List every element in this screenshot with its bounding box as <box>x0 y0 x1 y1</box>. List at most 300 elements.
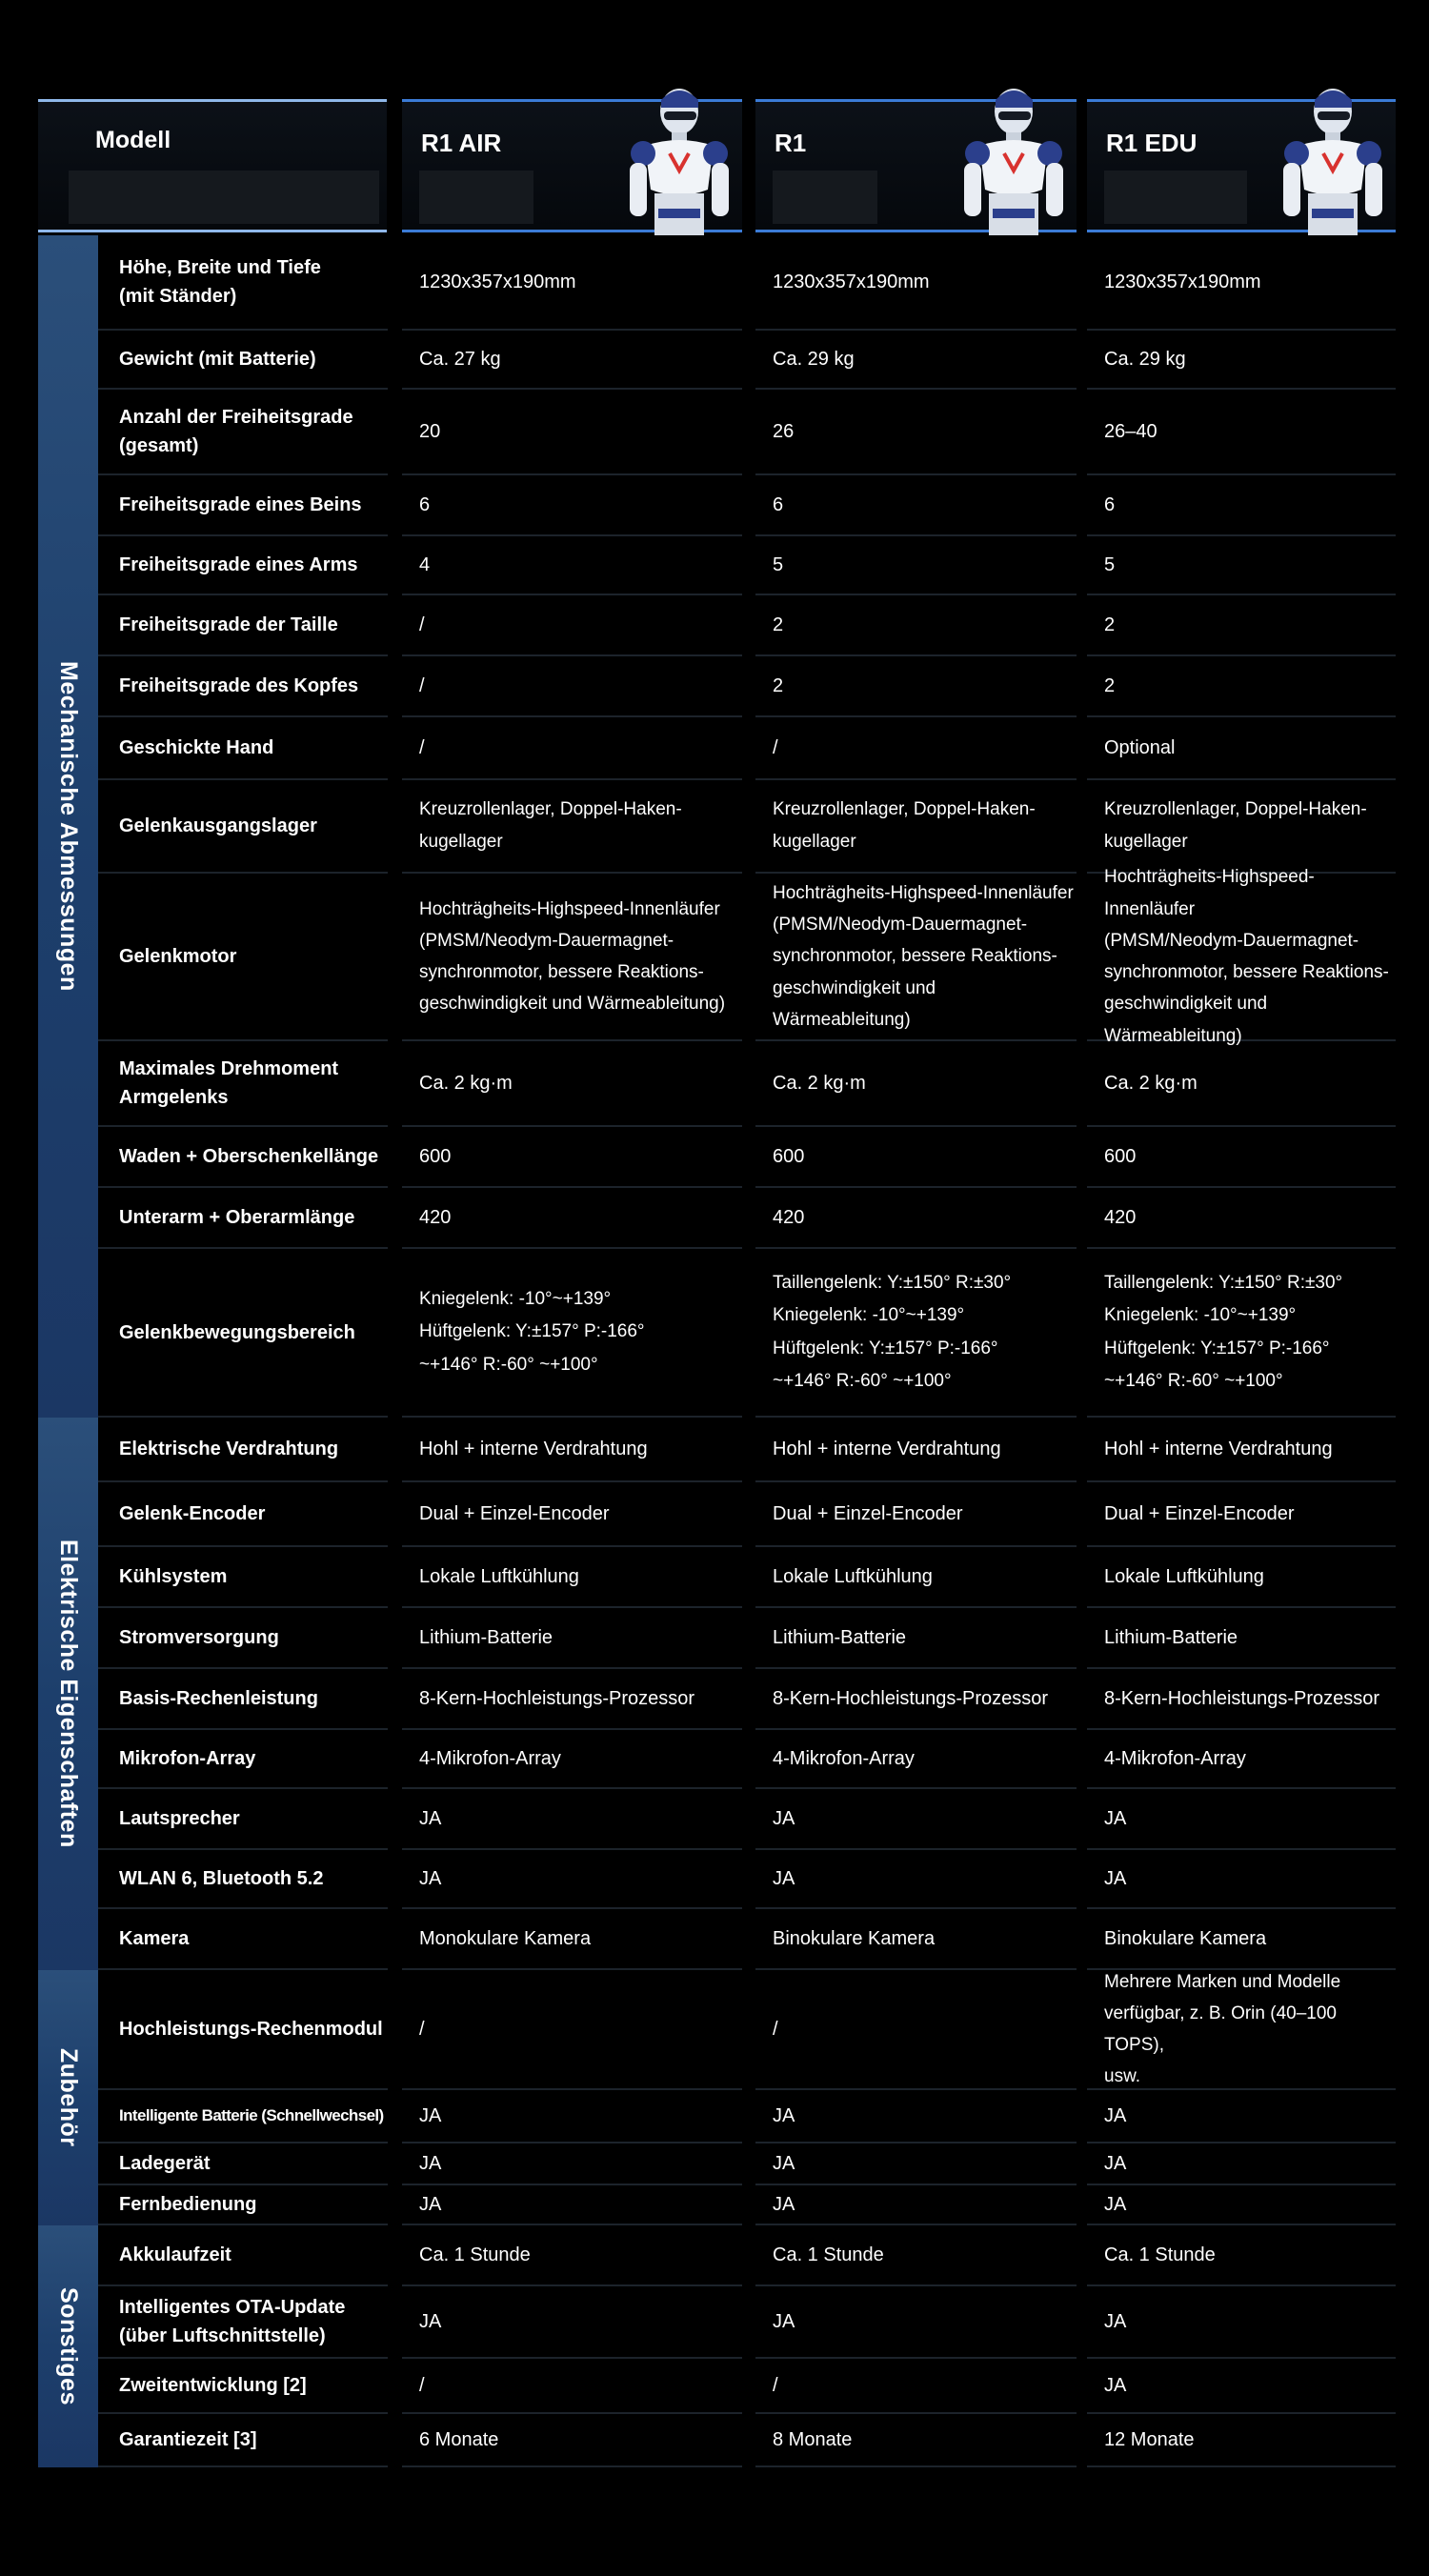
header-column-r1-air <box>402 99 742 232</box>
value-cell-r1 <box>755 1789 1077 1850</box>
value-cell-r1 <box>755 595 1077 656</box>
value-cell-r1-air <box>402 1730 742 1789</box>
row-label-cell <box>98 717 388 780</box>
spec-row-power <box>98 1608 1396 1669</box>
cell-value: Dual + Einzel-Encoder <box>773 1502 963 1524</box>
row-label-cell <box>98 331 388 390</box>
row-label-cell <box>98 1482 388 1547</box>
value-cell-r1-air <box>402 2143 742 2185</box>
spec-row-secondary-dev <box>98 2359 1396 2414</box>
cell-value: 8-Kern-Hochleistungs-Prozessor <box>419 1687 695 1709</box>
row-label-cell <box>98 1547 388 1608</box>
value-cell-r1 <box>755 1418 1077 1482</box>
cell-value: / <box>419 736 425 758</box>
header-placeholder-bar <box>1104 171 1247 224</box>
header-placeholder-bar <box>419 171 533 224</box>
cell-value: Lokale Luftkühlung <box>419 1565 579 1587</box>
cell-value: / <box>773 2018 778 2040</box>
spec-row-dof-waist <box>98 595 1396 656</box>
row-label: Gelenkmotor <box>119 946 237 967</box>
spec-row-microphone <box>98 1730 1396 1789</box>
cell-value: Optional <box>1104 736 1176 758</box>
row-label-cell <box>98 390 388 475</box>
spec-row-compute-module <box>98 1970 1396 2090</box>
value-cell-r1 <box>755 1547 1077 1608</box>
row-label: Freiheitsgrade eines Arms <box>119 554 358 575</box>
value-cell-r1-air <box>402 536 742 595</box>
row-label-cell <box>98 1970 388 2090</box>
cell-value: Dual + Einzel-Encoder <box>419 1502 610 1524</box>
value-cell-r1-edu <box>1087 1730 1396 1789</box>
header-column-r1-edu <box>1087 99 1396 232</box>
value-cell-r1-air <box>402 1249 742 1418</box>
category-mechanical <box>38 235 98 1418</box>
row-label: Elektrische Verdrahtung <box>119 1439 339 1459</box>
cell-value: Dual + Einzel-Encoder <box>1104 1502 1295 1524</box>
value-cell-r1 <box>755 2090 1077 2143</box>
cell-value: 26 <box>773 420 795 442</box>
cell-value: 26–40 <box>1104 420 1157 442</box>
cell-value: Binokulare Kamera <box>773 1927 936 1949</box>
robot-icon <box>616 83 742 235</box>
row-label-cell <box>98 235 388 331</box>
cell-value: JA <box>773 1867 795 1889</box>
cell-value: / <box>773 2374 778 2396</box>
row-label-cell <box>98 1127 388 1188</box>
value-cell-r1 <box>755 1669 1077 1730</box>
header-column-title: R1 <box>775 129 807 157</box>
value-cell-r1-edu <box>1087 656 1396 717</box>
row-label: Maximales Drehmoment Armgelenks <box>119 1058 339 1108</box>
row-label: Freiheitsgrade des Kopfes <box>119 675 359 696</box>
value-cell-r1-air <box>402 656 742 717</box>
row-label-cell <box>98 874 388 1041</box>
value-cell-r1 <box>755 536 1077 595</box>
value-cell-r1 <box>755 1608 1077 1669</box>
spec-row-dof-total <box>98 390 1396 475</box>
row-label-cell <box>98 2414 388 2467</box>
cell-value: Kniegelenk: -10°~+139° Hüftgelenk: Y:±157° P:-166° ~+146° R:-60° ~+100° <box>419 1289 645 1375</box>
value-cell-r1 <box>755 874 1077 1041</box>
value-cell-r1-edu <box>1087 1127 1396 1188</box>
cell-value: Taillengelenk: Y:±150° R:±30° Kniegelenk: -10°~+139° Hüftgelenk: Y:±157° P:-166° ~+146° R:-60° ~+100° <box>773 1273 1012 1391</box>
cell-value: Hochträgheits-Highspeed-Innenläufer (PMSM/Neodym-Dauermagnet- synchronmotor, bessere Reaktions- geschwindigkeit und Wärmeableitung) <box>419 898 726 1015</box>
category-label: Elektrische Eigenschaften <box>55 1540 82 1848</box>
robot-icon <box>1270 83 1396 235</box>
cell-value: 420 <box>1104 1206 1137 1228</box>
cell-value: Ca. 2 kg·m <box>773 1072 866 1094</box>
spec-row-joint-motor <box>98 867 1396 1046</box>
cell-value: JA <box>773 2152 795 2174</box>
value-cell-r1-air <box>402 331 742 390</box>
value-cell-r1 <box>755 1850 1077 1909</box>
spec-row-arm-torque <box>98 1041 1396 1127</box>
cell-value: 600 <box>773 1145 805 1167</box>
cell-value: 4-Mikrofon-Array <box>1104 1747 1246 1769</box>
value-cell-r1-air <box>402 2225 742 2286</box>
spec-row-compute <box>98 1669 1396 1730</box>
header-column-title: R1 EDU <box>1106 129 1198 157</box>
value-cell-r1 <box>755 2359 1077 2414</box>
row-label: WLAN 6, Bluetooth 5.2 <box>119 1868 324 1889</box>
cell-value: Mehrere Marken und Modelle verfügbar, z. B. Orin (40–100 TOPS), usw. <box>1104 1971 1341 2087</box>
cell-value: 5 <box>1104 553 1116 575</box>
value-cell-r1-air <box>402 475 742 536</box>
value-cell-r1-air <box>402 1418 742 1482</box>
cell-value: JA <box>773 2104 795 2126</box>
value-cell-r1-air <box>402 2359 742 2414</box>
spec-row-remote <box>98 2185 1396 2225</box>
value-cell-r1-edu <box>1087 1418 1396 1482</box>
value-cell-r1-air <box>402 1482 742 1547</box>
row-label: Kühlsystem <box>119 1566 228 1587</box>
cell-value: JA <box>1104 2193 1127 2215</box>
row-label: Stromversorgung <box>119 1627 279 1648</box>
header-placeholder-bar <box>773 171 877 224</box>
spec-row-charger <box>98 2143 1396 2185</box>
value-cell-r1 <box>755 2286 1077 2359</box>
value-cell-r1-edu <box>1087 1188 1396 1249</box>
value-cell-r1-edu <box>1087 1041 1396 1127</box>
spec-row-dimensions <box>98 235 1396 331</box>
value-cell-r1-edu <box>1087 1789 1396 1850</box>
row-label: Fernbedienung <box>119 2194 257 2215</box>
value-cell-r1 <box>755 1970 1077 2090</box>
value-cell-r1-air <box>402 874 742 1041</box>
cell-value: 20 <box>419 420 441 442</box>
row-label: Anzahl der Freiheitsgrade (gesamt) <box>119 407 353 456</box>
header-model-cell <box>38 99 387 232</box>
cell-value: 8-Kern-Hochleistungs-Prozessor <box>773 1687 1049 1709</box>
row-label: Höhe, Breite und Tiefe (mit Ständer) <box>119 257 321 307</box>
spec-row-warranty <box>98 2414 1396 2467</box>
value-cell-r1-edu <box>1087 1249 1396 1418</box>
cell-value: JA <box>773 1807 795 1829</box>
row-label-cell <box>98 1789 388 1850</box>
cell-value: 2 <box>773 674 784 696</box>
cell-value: Kreuzrollenlager, Doppel-Haken- kugellager <box>773 798 1036 852</box>
cell-value: Hochträgheits-Highspeed-Innenläufer (PMSM/Neodym-Dauermagnet- synchronmotor, bessere Reaktions- geschwindigkeit und Wärmeableitung) <box>1104 867 1389 1046</box>
value-cell-r1-edu <box>1087 331 1396 390</box>
cell-value: / <box>419 2018 425 2040</box>
cell-value: / <box>773 736 778 758</box>
cell-value: JA <box>419 2310 442 2332</box>
cell-value: 2 <box>1104 674 1116 696</box>
value-cell-r1-edu <box>1087 475 1396 536</box>
cell-value: 4-Mikrofon-Array <box>773 1747 915 1769</box>
header-column-title: R1 AIR <box>421 129 502 157</box>
cell-value: Binokulare Kamera <box>1104 1927 1267 1949</box>
cell-value: 2 <box>1104 614 1116 635</box>
value-cell-r1 <box>755 2414 1077 2467</box>
value-cell-r1 <box>755 1041 1077 1127</box>
category-label: Zubehör <box>55 2048 82 2147</box>
value-cell-r1-edu <box>1087 2185 1396 2225</box>
cell-value: 1230x357x190mm <box>419 271 576 292</box>
value-cell-r1-air <box>402 1608 742 1669</box>
spec-row-weight <box>98 331 1396 390</box>
row-label-cell <box>98 2225 388 2286</box>
value-cell-r1 <box>755 1730 1077 1789</box>
cell-value: JA <box>419 2104 442 2126</box>
value-cell-r1-air <box>402 390 742 475</box>
robot-icon <box>951 83 1077 235</box>
row-label-cell <box>98 1669 388 1730</box>
cell-value: 600 <box>419 1145 452 1167</box>
cell-value: 4-Mikrofon-Array <box>419 1747 561 1769</box>
cell-value: JA <box>1104 2152 1127 2174</box>
value-cell-r1-edu <box>1087 1909 1396 1970</box>
value-cell-r1-air <box>402 717 742 780</box>
value-cell-r1-edu <box>1087 780 1396 874</box>
value-cell-r1-edu <box>1087 867 1396 1046</box>
cell-value: 420 <box>773 1206 805 1228</box>
row-label: Intelligentes OTA-Update (über Luftschnittstelle) <box>119 2297 346 2346</box>
spec-row-dexterous-hand <box>98 717 1396 780</box>
cell-value: Ca. 29 kg <box>1104 348 1186 370</box>
cell-value: Ca. 1 Stunde <box>419 2244 531 2265</box>
spec-row-smart-battery <box>98 2090 1396 2143</box>
row-label-cell <box>98 475 388 536</box>
row-label: Gelenkbewegungsbereich <box>119 1321 355 1343</box>
cell-value: Ca. 2 kg·m <box>1104 1072 1198 1094</box>
row-label: Intelligente Batterie (Schnellwechsel) <box>119 2106 384 2125</box>
cell-value: JA <box>1104 2374 1127 2396</box>
value-cell-r1 <box>755 656 1077 717</box>
row-label-cell <box>98 780 388 874</box>
value-cell-r1-air <box>402 235 742 331</box>
row-label: Hochleistungs-Rechenmodul <box>119 2019 383 2040</box>
cell-value: Hochträgheits-Highspeed-Innenläufer (PMSM/Neodym-Dauermagnet- synchronmotor, bessere Reaktions- geschwindigkeit und Wärmeableitung) <box>773 882 1074 1030</box>
header-column-r1 <box>755 99 1077 232</box>
row-label: Unterarm + Oberarmlänge <box>119 1207 355 1228</box>
cell-value: 8 Monate <box>773 2428 853 2450</box>
value-cell-r1-air <box>402 1188 742 1249</box>
value-cell-r1 <box>755 2225 1077 2286</box>
spec-row-leg-length <box>98 1127 1396 1188</box>
value-cell-r1 <box>755 1249 1077 1418</box>
cell-value: Kreuzrollenlager, Doppel-Haken- kugellager <box>1104 798 1367 852</box>
row-label: Gelenkausgangslager <box>119 815 317 836</box>
value-cell-r1 <box>755 2143 1077 2185</box>
value-cell-r1 <box>755 475 1077 536</box>
spec-row-cooling <box>98 1547 1396 1608</box>
cell-value: Lokale Luftkühlung <box>773 1565 933 1587</box>
value-cell-r1 <box>755 235 1077 331</box>
row-label-cell <box>98 1188 388 1249</box>
row-label: Geschickte Hand <box>119 737 274 758</box>
value-cell-r1-air <box>402 1669 742 1730</box>
category-label: Sonstiges <box>55 2287 82 2405</box>
cell-value: 6 <box>773 493 784 515</box>
cell-value: Hohl + interne Verdrahtung <box>773 1438 1001 1459</box>
row-label: Gelenk-Encoder <box>119 1503 266 1524</box>
spec-row-battery-life <box>98 2225 1396 2286</box>
row-label-cell <box>98 1730 388 1789</box>
cell-value: Hohl + interne Verdrahtung <box>1104 1438 1333 1459</box>
value-cell-r1-edu <box>1087 536 1396 595</box>
category-electrical <box>38 1418 98 1970</box>
cell-value: Taillengelenk: Y:±150° R:±30° Kniegelenk: -10°~+139° Hüftgelenk: Y:±157° P:-166° ~+146° R:-60° ~+100° <box>1104 1273 1343 1391</box>
category-label: Mechanische Abmessungen <box>55 661 82 992</box>
cell-value: Lithium-Batterie <box>1104 1626 1238 1648</box>
row-label: Zweitentwicklung [2] <box>119 2375 307 2396</box>
cell-value: JA <box>419 1807 442 1829</box>
row-label: Gewicht (mit Batterie) <box>119 349 316 370</box>
cell-value: JA <box>419 2152 442 2174</box>
row-label-cell <box>98 2090 388 2143</box>
value-cell-r1-edu <box>1087 235 1396 331</box>
cell-value: 1230x357x190mm <box>773 271 930 292</box>
cell-value: Lithium-Batterie <box>773 1626 907 1648</box>
spec-row-joint-range <box>98 1249 1396 1418</box>
spec-row-dof-head <box>98 656 1396 717</box>
cell-value: 6 Monate <box>419 2428 499 2450</box>
cell-value: JA <box>773 2310 795 2332</box>
value-cell-r1-edu <box>1087 2359 1396 2414</box>
value-cell-r1 <box>755 1127 1077 1188</box>
spec-row-arm-length <box>98 1188 1396 1249</box>
value-cell-r1-air <box>402 1909 742 1970</box>
value-cell-r1 <box>755 1909 1077 1970</box>
value-cell-r1 <box>755 780 1077 874</box>
value-cell-r1 <box>755 2185 1077 2225</box>
row-label: Freiheitsgrade eines Beins <box>119 494 362 515</box>
value-cell-r1-edu <box>1087 1970 1396 2090</box>
row-label: Basis-Rechenleistung <box>119 1688 318 1709</box>
cell-value: Kreuzrollenlager, Doppel-Haken- kugellager <box>419 798 682 852</box>
cell-value: JA <box>419 1867 442 1889</box>
cell-value: Lithium-Batterie <box>419 1626 553 1648</box>
spec-row-camera <box>98 1909 1396 1970</box>
spec-row-speaker <box>98 1789 1396 1850</box>
cell-value: Monokulare Kamera <box>419 1927 592 1949</box>
row-label: Kamera <box>119 1928 190 1949</box>
value-cell-r1-air <box>402 1970 742 2090</box>
value-cell-r1-edu <box>1087 1482 1396 1547</box>
row-label-cell <box>98 2185 388 2225</box>
row-label: Akkulaufzeit <box>119 2244 231 2265</box>
cell-value: 600 <box>1104 1145 1137 1167</box>
cell-value: 5 <box>773 553 784 575</box>
value-cell-r1-air <box>402 1547 742 1608</box>
cell-value: 6 <box>1104 493 1116 515</box>
cell-value: 12 Monate <box>1104 2428 1195 2450</box>
value-cell-r1-edu <box>1087 2090 1396 2143</box>
cell-value: JA <box>773 2193 795 2215</box>
value-cell-r1 <box>755 717 1077 780</box>
row-label-cell <box>98 656 388 717</box>
row-label-cell <box>98 2286 388 2359</box>
value-cell-r1-air <box>402 2414 742 2467</box>
spec-row-joint-bearing <box>98 780 1396 874</box>
value-cell-r1-edu <box>1087 1608 1396 1669</box>
value-cell-r1-edu <box>1087 1850 1396 1909</box>
cell-value: Lokale Luftkühlung <box>1104 1565 1264 1587</box>
row-label-cell <box>98 1041 388 1127</box>
value-cell-r1-air <box>402 2090 742 2143</box>
cell-value: 8-Kern-Hochleistungs-Prozessor <box>1104 1687 1380 1709</box>
value-cell-r1-edu <box>1087 595 1396 656</box>
cell-value: 4 <box>419 553 431 575</box>
row-label: Mikrofon-Array <box>119 1748 256 1769</box>
value-cell-r1-air <box>402 2286 742 2359</box>
row-label-cell <box>98 1418 388 1482</box>
spec-row-encoder <box>98 1482 1396 1547</box>
cell-value: JA <box>1104 1807 1127 1829</box>
value-cell-r1-edu <box>1087 2143 1396 2185</box>
cell-value: Ca. 27 kg <box>419 348 501 370</box>
value-cell-r1-air <box>402 1850 742 1909</box>
cell-value: 1230x357x190mm <box>1104 271 1261 292</box>
value-cell-r1 <box>755 390 1077 475</box>
category-other <box>38 2225 98 2467</box>
value-cell-r1-air <box>402 1041 742 1127</box>
value-cell-r1-edu <box>1087 1547 1396 1608</box>
spec-row-dof-arm <box>98 536 1396 595</box>
value-cell-r1 <box>755 1188 1077 1249</box>
value-cell-r1-edu <box>1087 2225 1396 2286</box>
row-label-cell <box>98 1909 388 1970</box>
row-label-cell <box>98 1249 388 1418</box>
spec-row-wiring <box>98 1418 1396 1482</box>
cell-value: / <box>419 614 425 635</box>
cell-value: Ca. 1 Stunde <box>773 2244 884 2265</box>
value-cell-r1-air <box>402 2185 742 2225</box>
row-label-cell <box>98 2143 388 2185</box>
value-cell-r1-air <box>402 1789 742 1850</box>
row-label-cell <box>98 536 388 595</box>
spec-row-wireless <box>98 1850 1396 1909</box>
cell-value: JA <box>1104 2310 1127 2332</box>
value-cell-r1-air <box>402 780 742 874</box>
spec-row-ota-update <box>98 2286 1396 2359</box>
cell-value: Ca. 1 Stunde <box>1104 2244 1216 2265</box>
cell-value: JA <box>1104 1867 1127 1889</box>
spec-row-dof-leg <box>98 475 1396 536</box>
header-placeholder-bar <box>69 171 379 224</box>
row-label: Ladegerät <box>119 2153 211 2174</box>
header-model-label: Modell <box>95 127 171 153</box>
cell-value: 2 <box>773 614 784 635</box>
row-label: Waden + Oberschenkellänge <box>119 1146 379 1167</box>
value-cell-r1-edu <box>1087 2286 1396 2359</box>
value-cell-r1-air <box>402 595 742 656</box>
value-cell-r1-edu <box>1087 717 1396 780</box>
cell-value: Hohl + interne Verdrahtung <box>419 1438 648 1459</box>
value-cell-r1-air <box>402 1127 742 1188</box>
cell-value: Ca. 29 kg <box>773 348 855 370</box>
cell-value: Ca. 2 kg·m <box>419 1072 513 1094</box>
cell-value: JA <box>1104 2104 1127 2126</box>
value-cell-r1 <box>755 331 1077 390</box>
cell-value: 6 <box>419 493 431 515</box>
value-cell-r1-edu <box>1087 390 1396 475</box>
category-accessories <box>38 1970 98 2225</box>
row-label-cell <box>98 1850 388 1909</box>
row-label: Lautsprecher <box>119 1808 240 1829</box>
cell-value: / <box>419 2374 425 2396</box>
cell-value: / <box>419 674 425 696</box>
cell-value: JA <box>419 2193 442 2215</box>
row-label-cell <box>98 595 388 656</box>
cell-value: 420 <box>419 1206 452 1228</box>
value-cell-r1 <box>755 1482 1077 1547</box>
row-label-cell <box>98 2359 388 2414</box>
row-label-cell <box>98 1608 388 1669</box>
value-cell-r1-edu <box>1087 1669 1396 1730</box>
value-cell-r1-edu <box>1087 2414 1396 2467</box>
